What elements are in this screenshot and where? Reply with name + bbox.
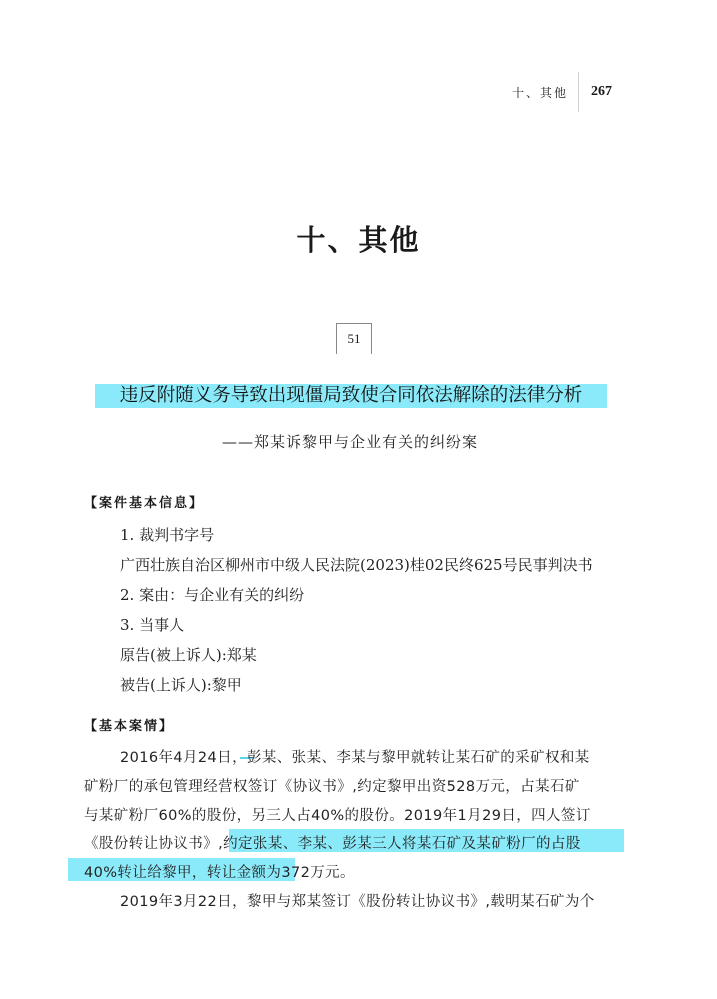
basic-info-heading: 【案件基本信息】 bbox=[84, 496, 205, 511]
facts-line-4 bbox=[84, 832, 624, 853]
chapter-title: 十、其他 bbox=[296, 223, 421, 257]
facts-heading: 【基本案情】 bbox=[84, 719, 175, 734]
facts-line-4-highlighted[interactable]: ,约定张某、李某、彭某三人将某石矿及某矿粉厂的占股 bbox=[218, 836, 581, 852]
facts-line-2: 矿粉厂的承包管理经营权签订《协议书》,约定黎甲出资528万元，占某石矿 bbox=[84, 779, 580, 795]
case-subtitle: ——郑某诉黎甲与企业有关的纠纷案 bbox=[222, 433, 479, 451]
case-number: 51 bbox=[336, 323, 372, 354]
facts-line-5-highlighted[interactable]: 40%转让给黎甲，转让金额为372万元。 bbox=[84, 865, 355, 881]
facts-line-4-plain: 《股份转让协议书》 bbox=[84, 836, 219, 852]
case-title[interactable]: 违反附随义务导致出现僵局致使合同依法解除的法律分析 bbox=[95, 384, 607, 408]
running-head-section: 十、其他 bbox=[511, 85, 568, 100]
running-head bbox=[512, 72, 612, 112]
facts-line-1: 2016年4月24日，彭某、张某、李某与黎甲就转让某石矿的采矿权和某 bbox=[120, 750, 590, 766]
info-line-docket-label: 1. 裁判书字号 bbox=[120, 526, 215, 544]
facts-line-3: 与某矿粉厂60%的股份，另三人占40%的股份。2019年1月29日，四人签订 bbox=[84, 808, 591, 824]
facts-line-6: 2019年3月22日，黎甲与郑某签订《股份转让协议书》,载明某石矿为个 bbox=[120, 894, 595, 910]
info-line-docket-value: 广西壮族自治区柳州市中级人民法院(2023)桂02民终625号民事判决书 bbox=[120, 556, 593, 574]
page-number: 267 bbox=[591, 84, 612, 99]
info-line-parties-label: 3. 当事人 bbox=[120, 616, 185, 634]
info-line-cause: 2. 案由：与企业有关的纠纷 bbox=[120, 586, 305, 604]
info-line-plaintiff: 原告(被上诉人):郑某 bbox=[120, 646, 257, 664]
info-line-defendant: 被告(上诉人):黎甲 bbox=[120, 676, 242, 694]
